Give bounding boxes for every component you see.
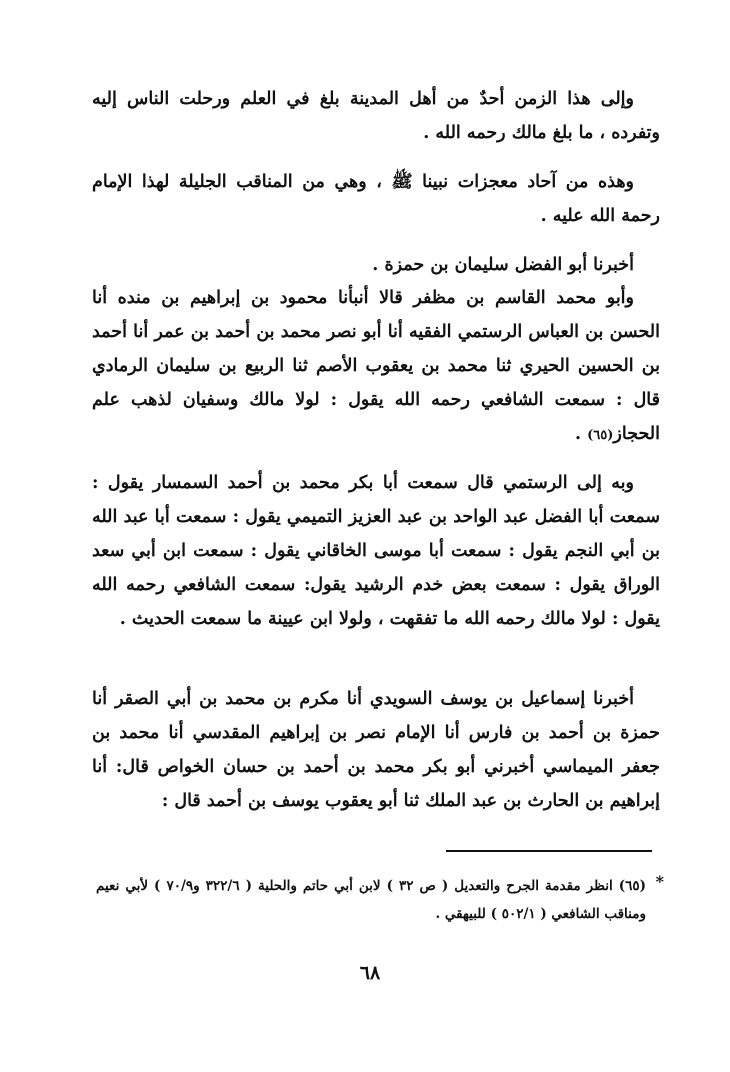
footnote-divider [446, 850, 652, 852]
paragraph-text: أخبرنا إسماعيل بن يوسف السويدي أنا مكرم بن محمد بن أبي الصقر أنا حمزة بن أحمد بن فارس أنا الإمام نصر بن إبراهيم المقدسي أنا محمد بن جعفر الميماسي أخبرني أبو بكر محمد بن أحمد بن حسان الخواص قال: أنا إبراهيم بن الحارث بن عبد الملك ثنا أبو يعقوب يوسف بن أحمد قال : [92, 689, 660, 811]
footnote-reference: (٦٥) [587, 428, 614, 443]
paragraph-text: وهذه من آحاد معجزات نبينا ﷺ ، وهي من المناقب الجليلة لهذا الإمام رحمة الله عليه . [92, 172, 660, 226]
paragraph-1 [92, 82, 660, 150]
paragraph-text: أخبرنا أبو الفضل سليمان بن حمزة . [372, 255, 634, 275]
paragraph-end: . [574, 424, 588, 444]
footnote [96, 872, 664, 928]
paragraph-5 [92, 466, 660, 636]
paragraph-3 [92, 248, 660, 282]
page-number: ٦٨ [359, 962, 381, 984]
footnote-text: (٦٥) انظر مقدمة الجرح والتعديل ( ص ٣٢ ) لابن أبي حاتم والحلية ( ٣٢٢/٦ و٧٠/٩ ) لأبي نعيم ومناقب الشافعي ( ٥٠٢/١ ) للبيهقي . [96, 878, 647, 922]
paragraph-body: وأبو محمد القاسم بن مظفر قالا أنبأنا محمود بن إبراهيم بن منده أنا الحسن بن العباس الرستمي الفقيه أنا أبو نصر محمد بن أحمد بن عمر أنا أحمد بن الحسين الحيري ثنا محمد بن يعقوب الأصم ثنا الربيع بن سليمان الرمادي قال : سمعت الشافعي رحمه الله يقول : لولا مالك وسفيان لذهب علم الحجاز [92, 288, 660, 444]
paragraph-4 [92, 281, 660, 453]
paragraph-6 [92, 682, 660, 818]
paragraph-2 [92, 165, 660, 233]
footnote-marker: * [655, 872, 664, 891]
paragraph-text: وبه إلى الرستمي قال سمعت أبا بكر محمد بن أحمد السمسار يقول : سمعت أبا الفضل عبد الواحد بن عبد العزيز التميمي يقول : سمعت أبا عبد الله بن أبي النجم يقول : سمعت أبا موسى الخاقاني يقول : سمعت ابن أبي سعد الوراق يقول : سمعت بعض خدم الرشيد يقول: سمعت الشافعي رحمه الله يقول : لولا مالك رحمه الله ما تفقهت ، ولولا ابن عيينة ما سمعت الحديث . [92, 473, 660, 629]
paragraph-text [92, 281, 660, 453]
paragraph-text: وإلى هذا الزمن أحدٌ من أهل المدينة بلغ في العلم ورحلت الناس إليه وتفرده ، ما بلغ مالك رحمه الله . [92, 89, 660, 143]
